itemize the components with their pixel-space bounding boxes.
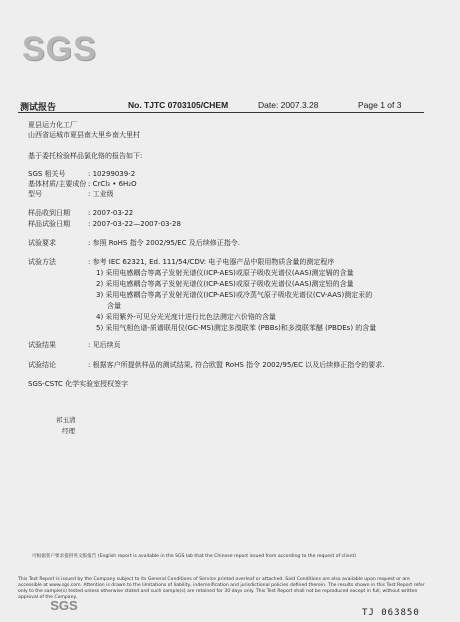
method-item: 5) 采用气相色谱-质谱联用仪(GC-MS)测定多溴联苯 (PBBs)和多溴联苯醚 (PBDEs) 的含量 (96, 324, 377, 332)
page-indicator: Page 1 of 3 (358, 100, 402, 110)
result-value: : 见后续页 (88, 341, 121, 349)
serial-number: TJ 063850 (362, 608, 420, 618)
model-label: 型号 (28, 190, 42, 198)
method-item: 3) 采用电感耦合等离子发射光谱仪(ICP-AES)或冷蒸气原子吸收光谱仪(CV-AAS)测定汞的 (96, 291, 373, 299)
sgs-ref-value: : 10299039-2 (88, 170, 136, 178)
applicant-address: 山西省运城市夏县南大里乡南大里村 (28, 131, 140, 139)
material-label: 基体材质/主要成份 (28, 180, 87, 188)
header-divider (18, 112, 424, 113)
report-number: No. TJTC 0703105/CHEM (128, 100, 229, 110)
conclusion-value: : 根据客户所提供样品的测试结果, 符合欧盟 RoHS 指令 2002/95/EC 以及后续修正指令的要求. (88, 361, 385, 369)
signatory-title: 经理 (62, 427, 75, 435)
method-intro: : 参考 IEC 62321, Ed. 111/54/CDV: 电子电器产品中限用物质含量的测定程序 (88, 258, 335, 266)
english-report-note: 可根据客户要求提供英文版报告 (English report is available in the SGS lab that the Chinese report issued from according to the request of client) (32, 554, 357, 559)
method-label: 试验方法 (28, 258, 56, 266)
legal-footer: This Test Report is issued by the Company subject to its General Conditions of Service printed overleaf or attached. Said Conditions are also available upon request or are accessible at www.sgs.com. Attention is drawn to the limitations of liability, indemnification and jurisdictional policies defined therein. The results shown in this Test Report refer only to the sample(s) tested unless otherwise stated and such sample(s) are retained for 30 days only. This Test Report shall not be reproduced except in full, without written approval of the Company. (18, 577, 425, 600)
report-date: Date: 2007.3.28 (258, 100, 319, 110)
sgs-ref-label: SGS 相关号 (28, 170, 66, 178)
received-date-label: 样品收到日期 (28, 209, 70, 217)
requirement-value: : 参照 RoHS 指令 2002/95/EC 及后续修正指令. (88, 239, 240, 247)
sgs-logo: SGS (22, 30, 97, 68)
testing-date-value: : 2007-03-22—2007-03-28 (88, 220, 181, 228)
sgs-stamp: SGS (50, 598, 78, 613)
conclusion-label: 试验结论 (28, 361, 56, 369)
result-label: 试验结果 (28, 341, 56, 349)
intro-text: 基于委托检验样品氯化铬的报告如下: (28, 152, 143, 160)
material-value: : CrCl₃ • 6H₂O (88, 180, 137, 188)
model-value: : 工业级 (88, 190, 114, 198)
method-item: 2) 采用电感耦合等离子发射光谱仪(ICP-AES)或原子吸收光谱仪(AAS)测定铅的含量 (96, 280, 354, 288)
testing-date-label: 样品试验日期 (28, 220, 70, 228)
lab-signature-label: SGS-CSTC 化学实验室授权签字 (28, 380, 129, 388)
signatory-name: 祁玉清 (56, 416, 76, 424)
method-item: 1) 采用电感耦合等离子发射光谱仪(ICP-AES)或原子吸收光谱仪(AAS)测定镉的含量 (96, 269, 354, 277)
method-item: 4) 采用紫外-可见分光光度计进行比色法测定六价铬的含量 (96, 313, 276, 321)
applicant-name: 夏县运力化工厂 (28, 121, 77, 129)
received-date-value: : 2007-03-22 (88, 209, 134, 217)
requirement-label: 试验要求 (28, 239, 56, 247)
method-item: 含量 (107, 302, 121, 310)
report-title: 测试报告 (20, 102, 57, 112)
